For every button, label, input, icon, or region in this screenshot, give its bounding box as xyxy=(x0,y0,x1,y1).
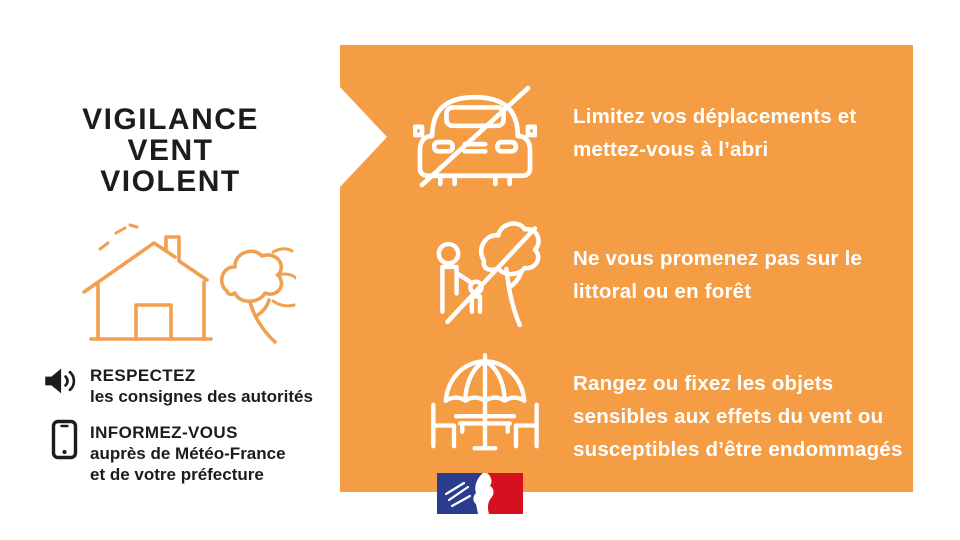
no-driving-icon xyxy=(413,83,537,189)
title-line: VENT xyxy=(127,134,214,167)
instruction-3-line: susceptibles d’être endommagés xyxy=(573,438,903,461)
instruction-1-line: Limitez vos déplacements et xyxy=(573,105,857,128)
instruction-3-line: Rangez ou fixez les objets xyxy=(573,372,834,395)
house-tree-wind-illustration xyxy=(78,218,296,346)
advice-inform-line: auprès de Météo-France xyxy=(90,444,286,463)
garden-furniture-icon xyxy=(423,350,547,470)
instruction-1-line: mettez-vous à l’abri xyxy=(573,138,769,161)
chevron-right-notch xyxy=(340,87,387,187)
advice-respect-line: les consignes des autorités xyxy=(90,387,313,406)
no-walking-forest-icon xyxy=(419,214,541,328)
title-line: VIGILANCE xyxy=(82,103,259,136)
page-title xyxy=(0,104,341,197)
advice-respect-heading: RESPECTEZ xyxy=(90,366,196,385)
instruction-2-line: Ne vous promenez pas sur le xyxy=(573,247,863,270)
instruction-2-line: littoral ou en forêt xyxy=(573,280,752,303)
french-government-flag-logo xyxy=(437,473,523,514)
advice-respect xyxy=(90,365,313,407)
title-line: VIOLENT xyxy=(100,165,241,198)
instruction-2 xyxy=(573,242,913,308)
smartphone-icon xyxy=(51,419,78,460)
advice-inform xyxy=(90,422,286,485)
instruction-3 xyxy=(573,367,913,466)
instruction-1 xyxy=(573,100,913,166)
speaker-icon xyxy=(43,366,81,396)
advice-inform-line: et de votre préfecture xyxy=(90,465,264,484)
instruction-3-line: sensibles aux effets du vent ou xyxy=(573,405,884,428)
advice-inform-heading: INFORMEZ-VOUS xyxy=(90,423,238,442)
